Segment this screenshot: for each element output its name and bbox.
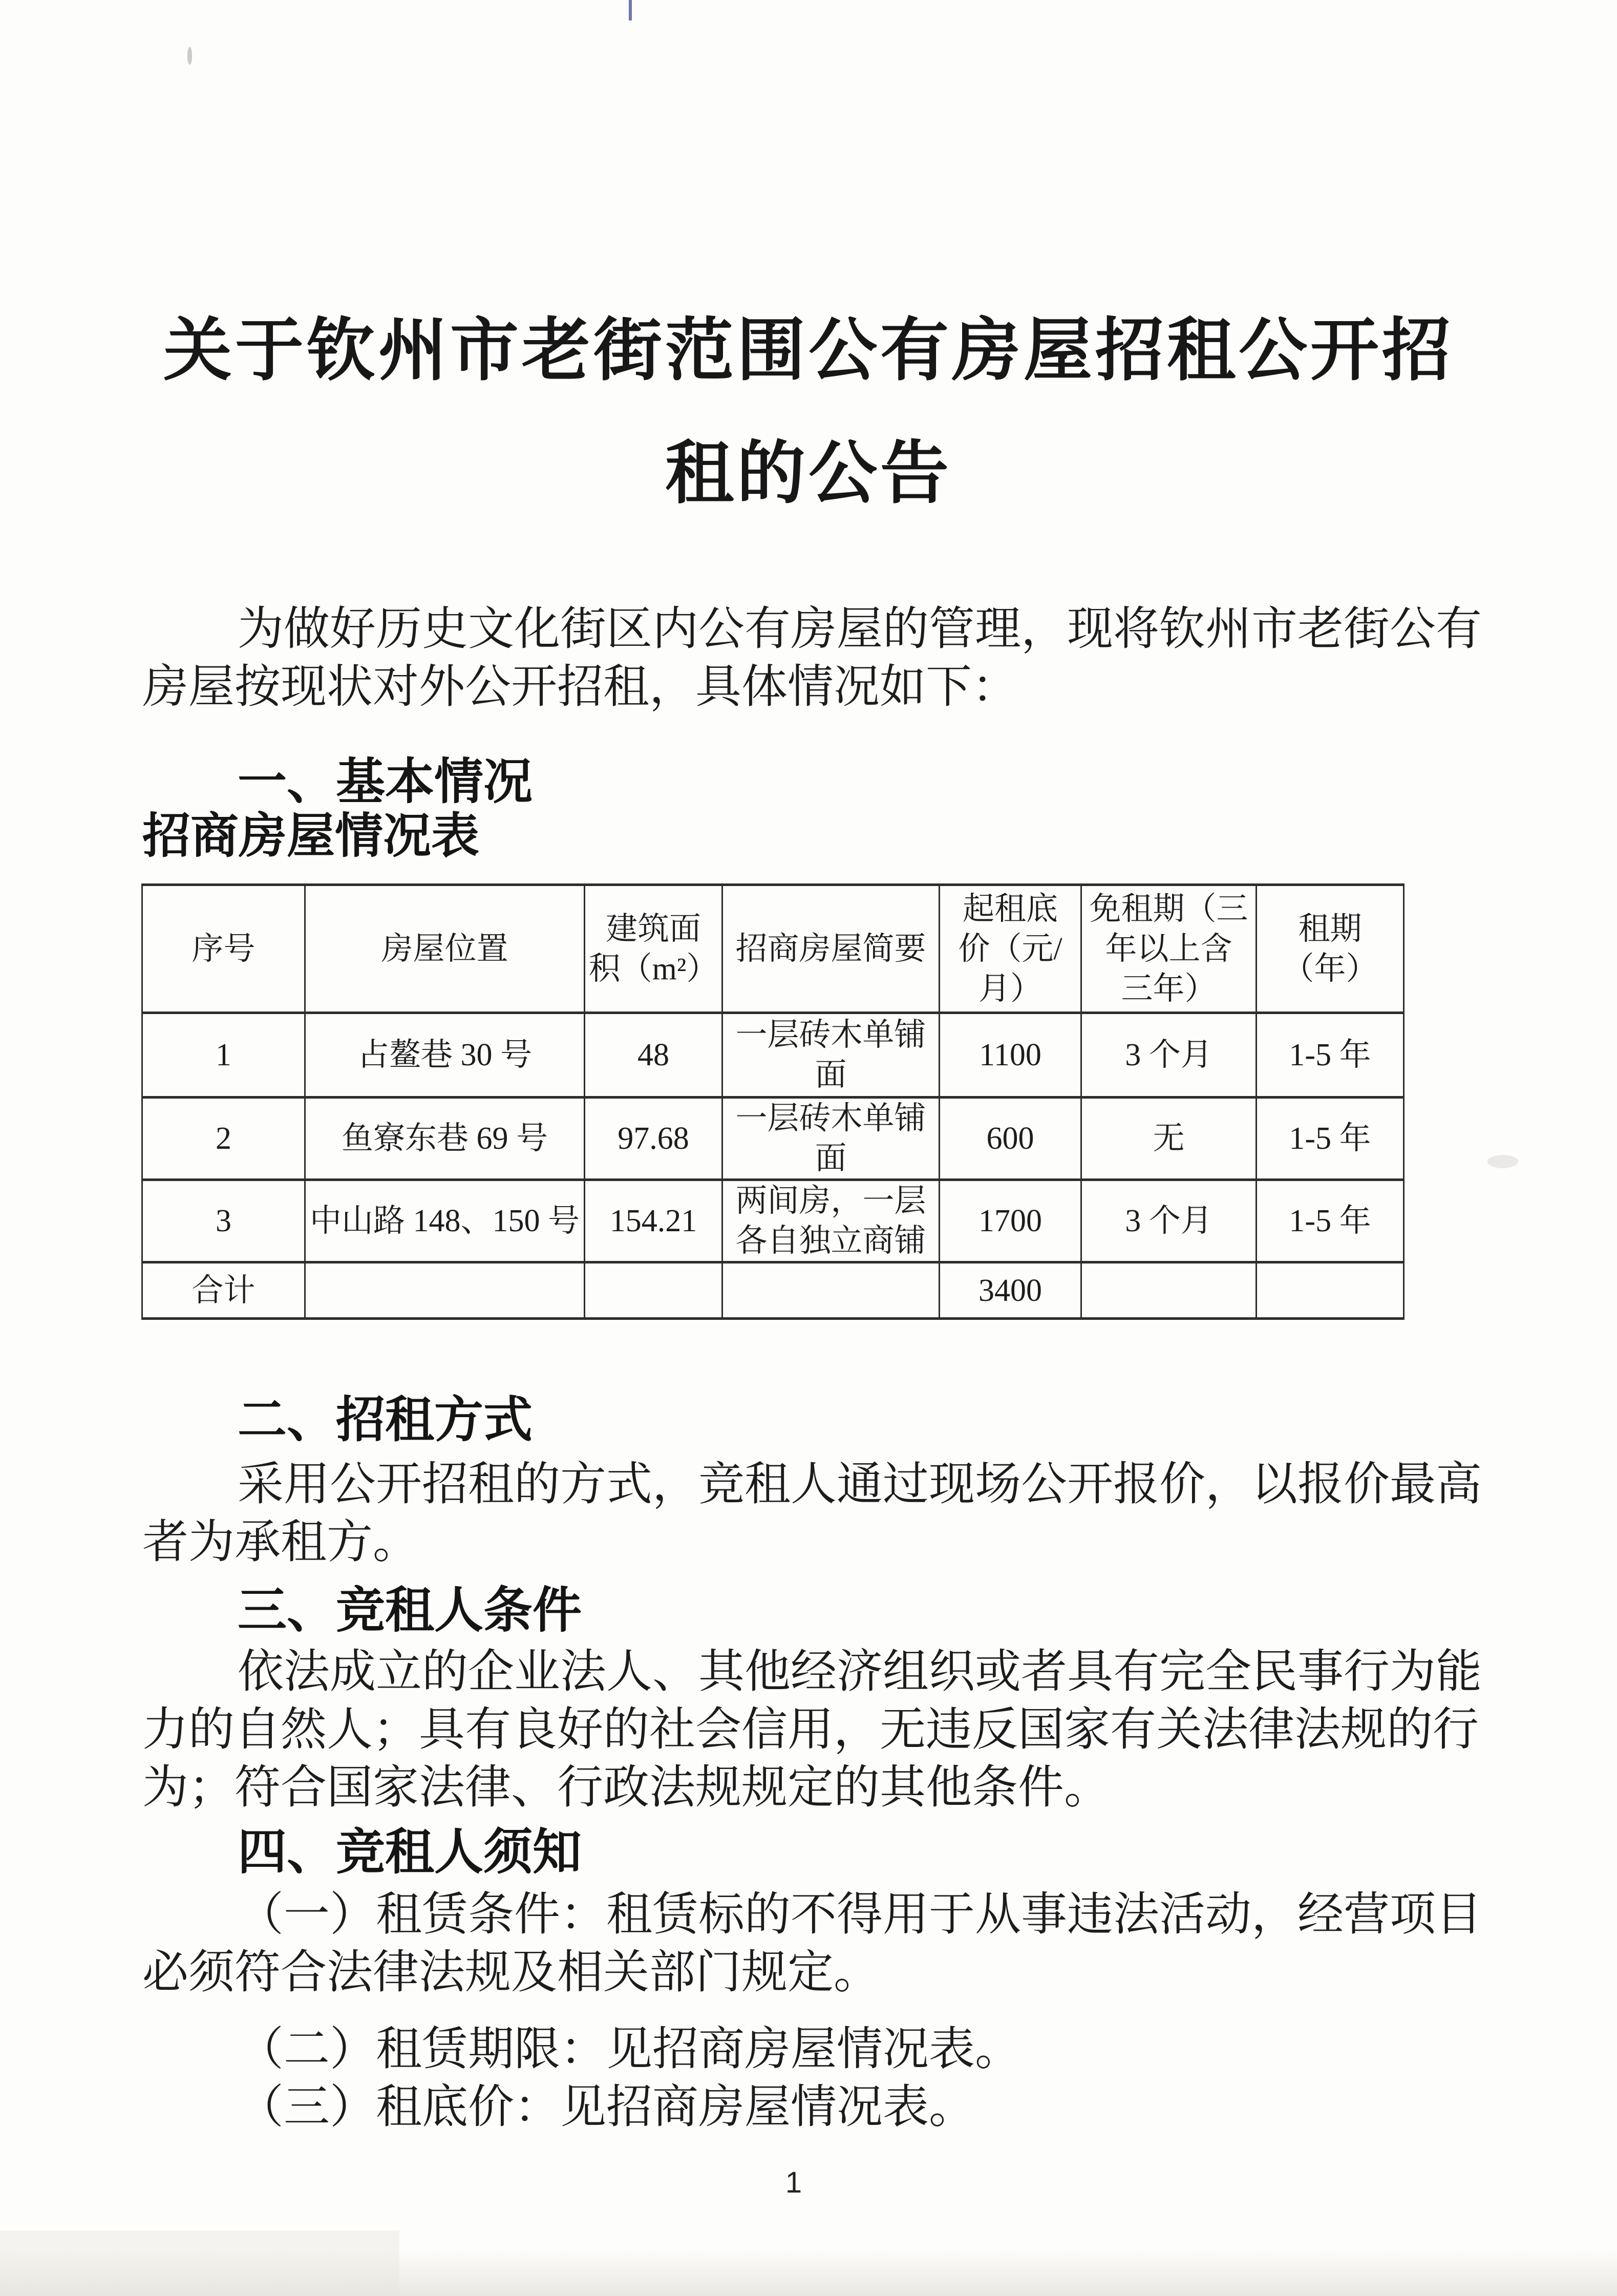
paragraph-line: 者为承租方。: [142, 1517, 419, 1568]
col-header-price: 起租底 价（元/ 月）: [940, 885, 1081, 1013]
cell-free-period: 3 个月: [1081, 1180, 1257, 1262]
col-header-free-period: 免租期（三 年以上含 三年）: [1081, 885, 1257, 1013]
paragraph-line: （三）租底价：见招商房屋情况表。: [238, 2082, 975, 2133]
cell-location: 中山路 148、150 号: [305, 1180, 585, 1262]
col-header-term: 租期 （年）: [1257, 885, 1404, 1013]
cell-empty: [1257, 1262, 1404, 1319]
col-header-desc: 招商房屋简要: [722, 885, 940, 1013]
scan-artifact-mark: [187, 47, 192, 65]
section-conditions-heading: 三、竞租人条件: [238, 1583, 582, 1638]
paragraph-line: 力的自然人；具有良好的社会信用，无违反国家有关法律法规的行: [142, 1704, 1479, 1755]
table-caption: 招商房屋情况表: [142, 809, 480, 862]
paragraph-line: （二）租赁期限：见招商房屋情况表。: [238, 2024, 1021, 2075]
housing-table: [141, 883, 1405, 1320]
cell-desc: 两间房，一层 各自独立商铺: [722, 1180, 940, 1262]
cell-term: 1-5 年: [1257, 1180, 1404, 1262]
cell-free-period: 无: [1081, 1098, 1257, 1180]
paragraph-line: 必须符合法律法规及相关部门规定。: [142, 1947, 880, 1998]
table-row: [142, 1180, 1404, 1262]
section-method-heading: 二、招租方式: [238, 1393, 533, 1447]
cell-no: 2: [142, 1098, 305, 1180]
scan-artifact-bottom-left: [0, 2230, 399, 2296]
notes-item-3: [142, 2078, 1579, 2136]
page-number: 1: [785, 2166, 802, 2199]
cell-total-price: 3400: [940, 1262, 1081, 1319]
col-header-area: 建筑面 积（m²）: [585, 885, 722, 1013]
section-conditions-paragraph: [142, 1643, 1484, 1817]
paragraph-line: 为；符合国家法律、行政法规规定的其他条件。: [142, 1762, 1110, 1813]
cell-no: 1: [142, 1013, 305, 1098]
cell-desc: 一层砖木单铺 面: [722, 1098, 940, 1180]
intro-line: 为做好历史文化街区内公有房屋的管理，现将钦州市老街公有: [238, 604, 1482, 655]
notes-item-2: [142, 2020, 1579, 2078]
paragraph-line: （一）租赁条件：租赁标的不得用于从事违法活动，经营项目: [238, 1889, 1482, 1940]
cell-desc: 一层砖木单铺 面: [722, 1013, 940, 1098]
document-title-line1: 关于钦州市老街范围公有房屋招租公开招: [163, 312, 1454, 389]
section-basic-heading: 一、基本情况: [238, 754, 533, 809]
section-notes-heading: 四、竞租人须知: [238, 1825, 582, 1880]
cell-empty: [585, 1262, 722, 1319]
cell-area: 48: [585, 1013, 722, 1098]
cell-area: 154.21: [585, 1180, 722, 1262]
cell-location: 占鳌巷 30 号: [305, 1013, 585, 1098]
table-header-row: [142, 885, 1404, 1013]
intro-paragraph: [142, 600, 1484, 716]
intro-line: 房屋按现状对外公开招租，具体情况如下：: [142, 662, 1018, 712]
col-header-no: 序号: [142, 885, 305, 1013]
cell-area: 97.68: [585, 1098, 722, 1180]
document-title: [0, 289, 1617, 535]
cell-total-label: 合计: [142, 1262, 305, 1319]
paragraph-line: 依法成立的企业法人、其他经济组织或者具有完全民事行为能: [238, 1647, 1482, 1697]
scan-artifact-top-tick: [629, 0, 632, 20]
col-header-location: 房屋位置: [305, 885, 585, 1013]
cell-no: 3: [142, 1180, 305, 1262]
cell-price: 1700: [940, 1180, 1081, 1262]
table-total-row: [142, 1262, 1404, 1319]
table-row: [142, 1013, 1404, 1098]
cell-free-period: 3 个月: [1081, 1013, 1257, 1098]
cell-term: 1-5 年: [1257, 1098, 1404, 1180]
section-method-paragraph: [142, 1456, 1484, 1571]
scan-artifact-right-smudge: [1487, 1155, 1518, 1168]
cell-empty: [722, 1262, 940, 1319]
cell-location: 鱼寮东巷 69 号: [305, 1098, 585, 1180]
paragraph-line: 采用公开招租的方式，竞租人通过现场公开报价，以报价最高: [238, 1459, 1482, 1510]
cell-price: 1100: [940, 1013, 1081, 1098]
cell-term: 1-5 年: [1257, 1013, 1404, 1098]
cell-empty: [1081, 1262, 1257, 1319]
notes-item-1: [142, 1886, 1484, 2002]
scan-artifact-bottom-band: [0, 2249, 1617, 2296]
cell-empty: [305, 1262, 585, 1319]
document-title-line2: 租的公告: [665, 435, 952, 512]
cell-price: 600: [940, 1098, 1081, 1180]
table-row: [142, 1098, 1404, 1180]
